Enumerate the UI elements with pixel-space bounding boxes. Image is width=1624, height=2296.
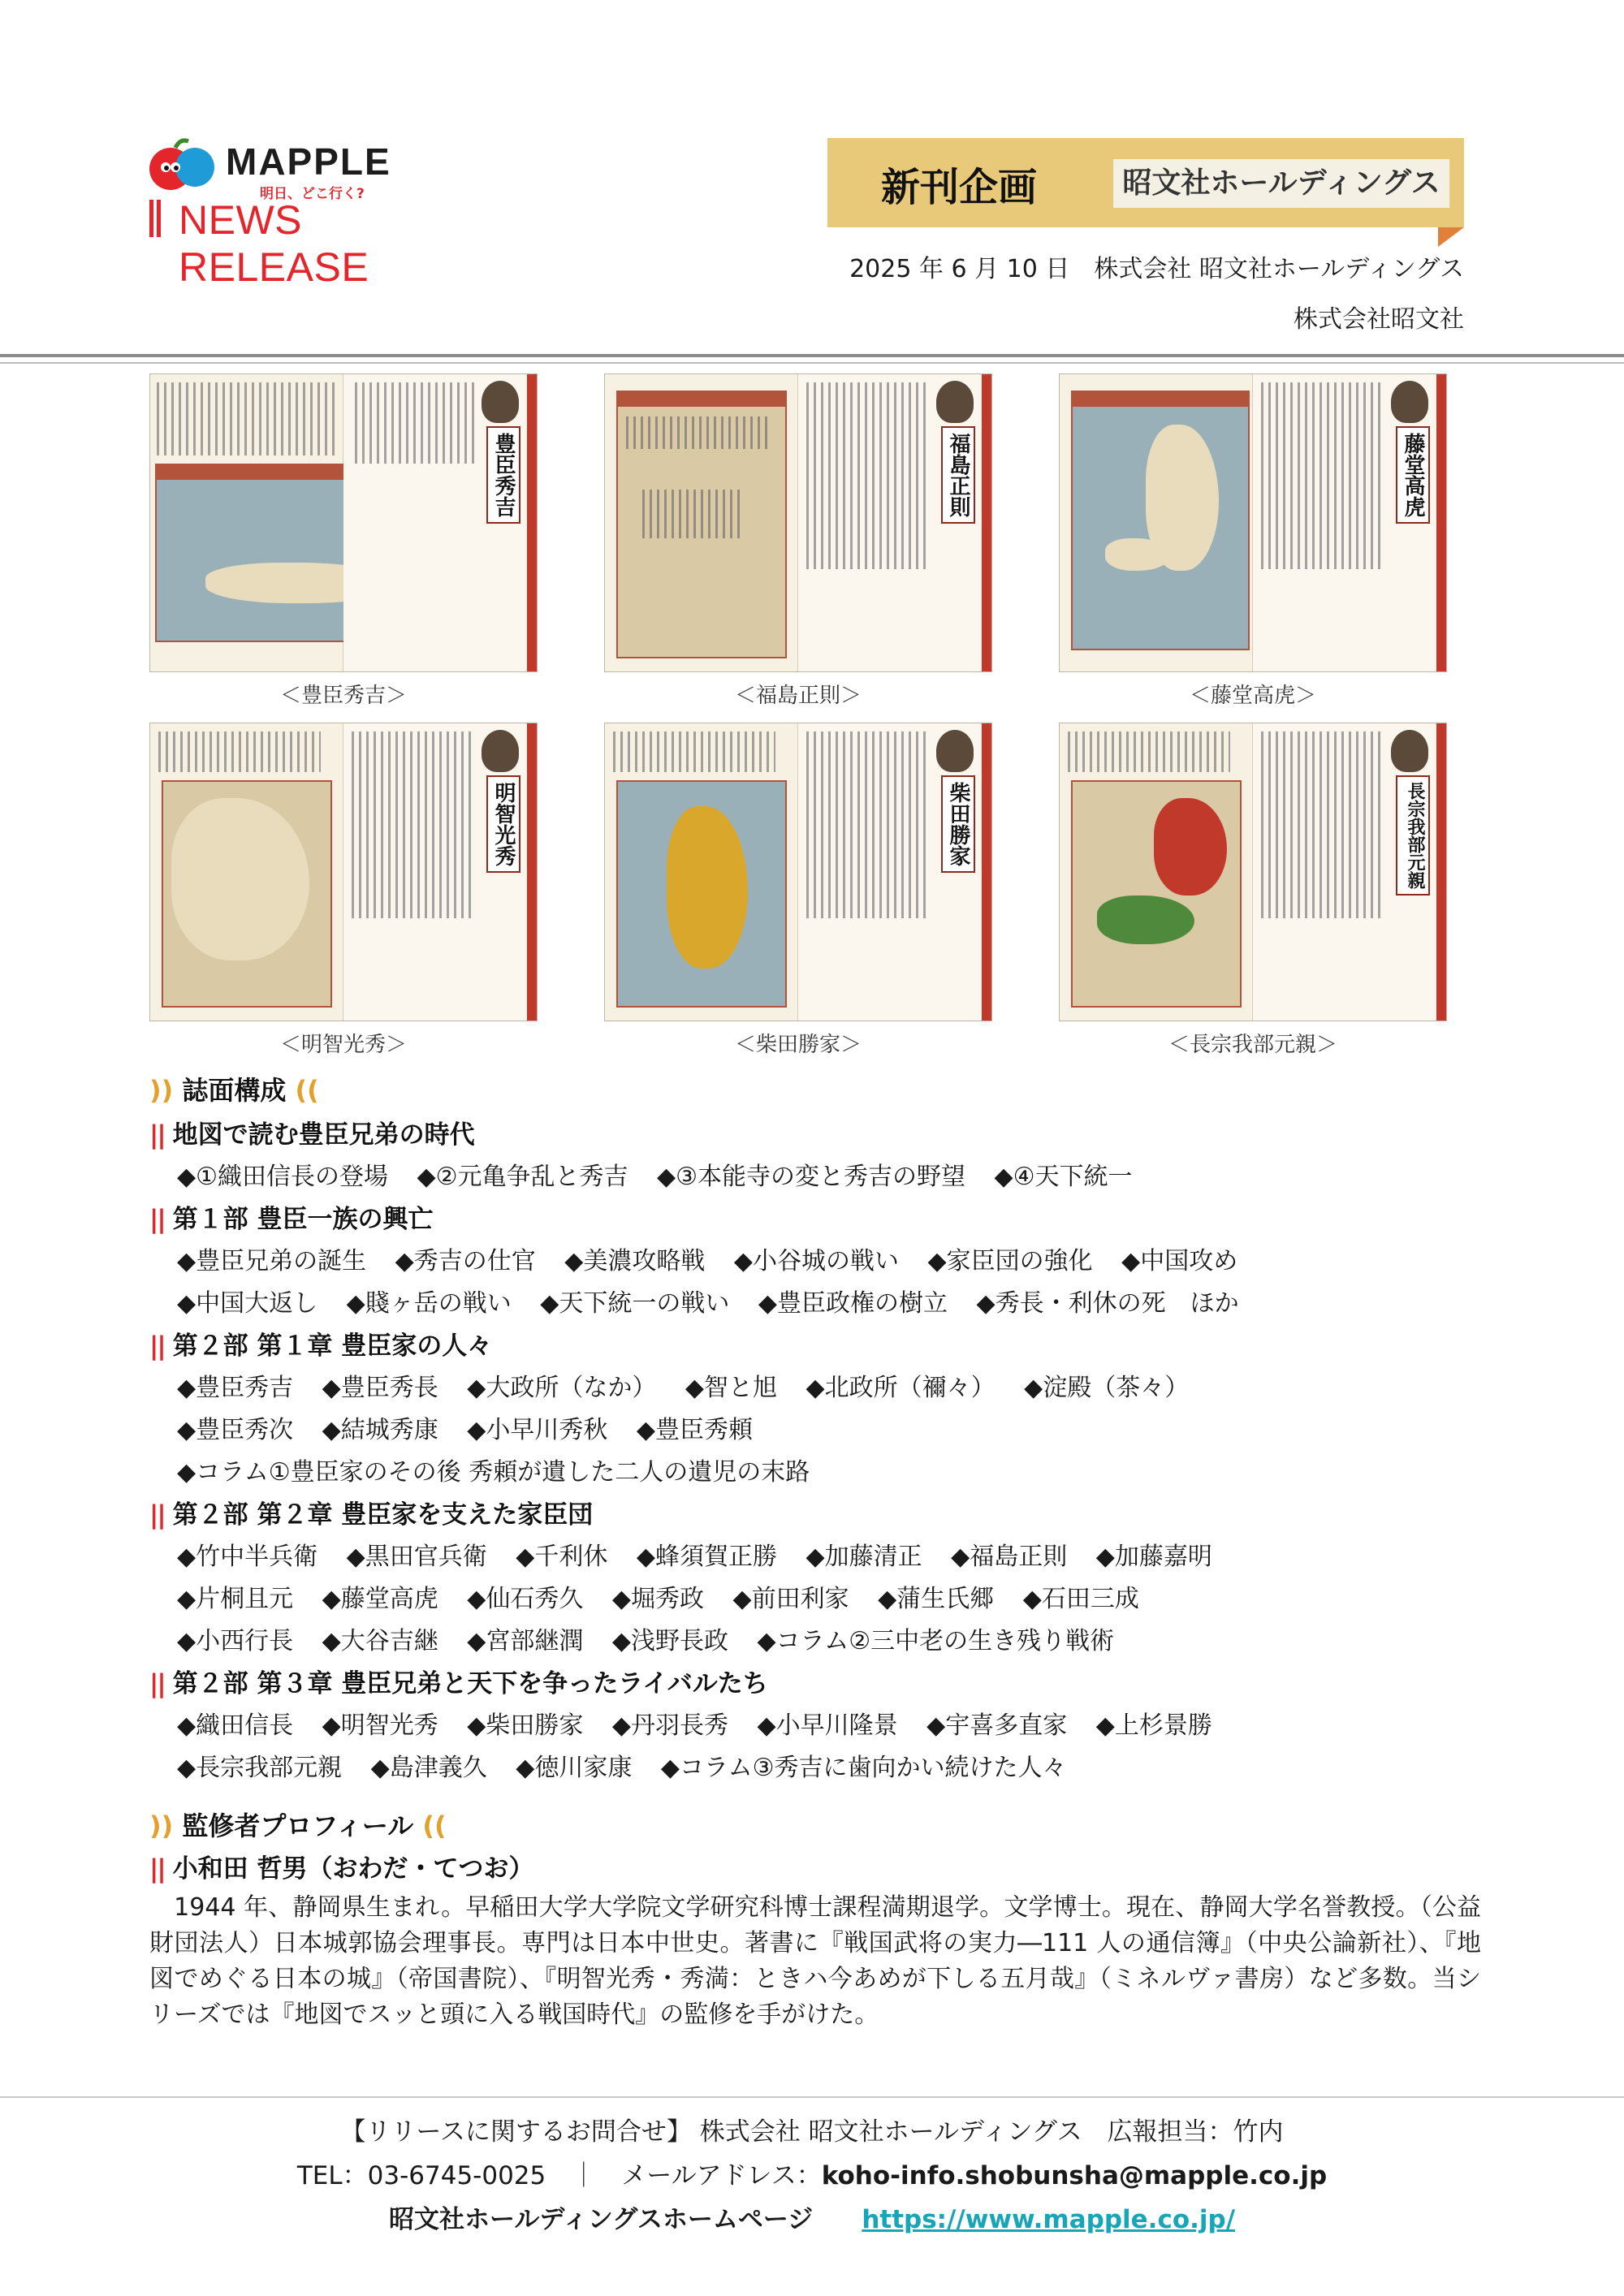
- list-item: ◆豊臣秀吉: [177, 1374, 294, 1402]
- list-item: ◆堀秀政: [611, 1585, 704, 1613]
- header-divider-thin: [0, 362, 1624, 364]
- list-item: ◆柴田勝家: [467, 1711, 584, 1740]
- footer-divider: [0, 2096, 1624, 2098]
- thumbnail-caption: ＜柴田勝家＞: [734, 1033, 862, 1057]
- portrait-icon: [936, 381, 974, 423]
- list-item: ◆大谷吉継: [322, 1627, 438, 1655]
- list-item: ◆淀殿（茶々）: [1024, 1374, 1190, 1402]
- list-item: ◆小早川秀秋: [467, 1416, 608, 1444]
- page-edge-band: [527, 374, 537, 671]
- list-item: ◆美濃攻略戦: [564, 1247, 706, 1275]
- list-item: ◆コラム②三中老の生き残り戦術: [757, 1627, 1115, 1655]
- homepage-label: 昭文社ホールディングスホームページ: [388, 2205, 814, 2234]
- list-item: ◆長宗我部元親: [177, 1754, 343, 1782]
- list-item: ◆秀吉の仕官: [395, 1247, 536, 1275]
- list-item: ◆加藤嘉明: [1095, 1543, 1212, 1571]
- item-line: [177, 1241, 1259, 1276]
- email-link[interactable]: koho-info.shobunsha@mapple.co.jp: [821, 2161, 1328, 2190]
- list-item: ◆島津義久: [370, 1754, 487, 1782]
- header-divider: [0, 354, 1624, 357]
- item-line: [177, 1409, 774, 1445]
- double-bar-icon: ||: [149, 1120, 165, 1150]
- homepage-link[interactable]: https://www.mapple.co.jp/: [862, 2205, 1236, 2234]
- text-block: [157, 382, 335, 455]
- double-bar-icon: ||: [149, 1205, 165, 1234]
- list-item: ◆秀長・利休の死 ほか: [976, 1289, 1239, 1318]
- page-edge-band: [982, 723, 991, 1021]
- list-item: ◆中国攻め: [1121, 1247, 1238, 1275]
- list-item: ◆千利休: [516, 1543, 608, 1571]
- list-item: ◆賤ヶ岳の戦い: [346, 1289, 512, 1318]
- list-item: ◆黒田官兵衛: [346, 1543, 487, 1571]
- list-item: ◆③本能寺の変と秀吉の野望: [657, 1163, 965, 1191]
- apple-mascot-icon: [148, 136, 222, 193]
- list-item: ◆天下統一の戦い: [540, 1289, 730, 1318]
- item-line: [177, 1536, 1233, 1572]
- list-item: ◆上杉景勝: [1095, 1711, 1212, 1740]
- thumbnail-chosokabe-motochika[interactable]: [1059, 723, 1447, 1021]
- page-left: [1060, 723, 1253, 1021]
- list-item: ◆家臣団の強化: [927, 1247, 1093, 1275]
- release-date-line: 2025 年 6 月 10 日 株式会社 昭文社ホールディングス: [849, 255, 1464, 283]
- portrait-icon: [1391, 381, 1428, 423]
- page-left: [1060, 374, 1253, 671]
- subsection-heading: || 地図で読む豊臣兄弟の時代: [149, 1120, 475, 1150]
- item-line: [177, 1156, 1154, 1192]
- portrait-icon: [936, 730, 974, 772]
- text-block: [806, 382, 928, 569]
- page-left: [605, 723, 798, 1021]
- page-edge-band: [982, 374, 991, 671]
- list-item: ◆明智光秀: [322, 1711, 438, 1740]
- list-item: ◆智と旭: [685, 1374, 777, 1402]
- brand-wordmark: MAPPLE: [226, 140, 391, 183]
- text-block: [1261, 732, 1383, 918]
- thumbnail-caption: ＜明智光秀＞: [279, 1033, 407, 1057]
- page-left: [605, 374, 798, 671]
- tel-label: TEL：03-6745-0025 ｜ メールアドレス：: [296, 2161, 822, 2190]
- double-bar-icon: [148, 200, 161, 237]
- list-item: ◆コラム①豊臣家のその後 秀頼が遺した二人の遺児の末路: [177, 1458, 810, 1487]
- list-item: ◆織田信長: [177, 1711, 294, 1740]
- thumbnail-caption: ＜藤堂高虎＞: [1189, 684, 1316, 708]
- list-item: ◆石田三成: [1022, 1585, 1139, 1613]
- item-line: [177, 1705, 1233, 1741]
- subsection-heading: || 第２部 第１章 豊臣家の人々: [149, 1331, 493, 1361]
- list-item: ◆藤堂高虎: [322, 1585, 438, 1613]
- text-block: [355, 382, 477, 464]
- thumbnail-caption: ＜豊臣秀吉＞: [279, 684, 407, 708]
- inquiry-line: 【リリースに関するお問合せ】 株式会社 昭文社ホールディングス 広報担当：竹内: [340, 2117, 1284, 2147]
- vertical-title: 長宗我部元親: [1396, 775, 1430, 896]
- list-item: ◆②元亀争乱と秀吉: [417, 1163, 628, 1191]
- list-item: ◆①織田信長の登場: [177, 1163, 388, 1191]
- subsection-heading: || 第２部 第２章 豊臣家を支えた家臣団: [149, 1500, 594, 1530]
- map-panel: [616, 780, 787, 1008]
- item-line: [177, 1452, 831, 1487]
- page-edge-band: [1436, 723, 1446, 1021]
- map-panel: [616, 391, 787, 658]
- list-item: ◆豊臣秀長: [322, 1374, 438, 1402]
- portrait-icon: [482, 730, 519, 772]
- map-panel: [1071, 780, 1242, 1008]
- list-item: ◆結城秀康: [322, 1416, 438, 1444]
- section-heading-structure: [149, 1070, 319, 1107]
- supervisor-profile-text: 1944 年、静岡県生まれ。早稲田大学大学院文学研究科博士課程満期退学。文学博士。現在、静岡大学名誉教授。（公益財団法人）日本城郭協会理事長。専門は日本中世史。著書に『戦国武将の実力―111 人の通信簿』（中央公論新社）、『地図でめぐる日本の城』（帝国書院）、『明智光秀・秀満：ときハ今あめが下しる五月哉』（ミネルヴァ書房）など多数。当シリーズでは『地図でスッと頭に入る戦国時代』の監修を手がけた。: [149, 1893, 1481, 2029]
- vertical-title: 明智光秀: [486, 775, 520, 873]
- vertical-title: 藤堂高虎: [1396, 426, 1430, 524]
- section-heading-text: 監修者プロフィール: [182, 1810, 414, 1841]
- section-heading-text: 誌面構成: [182, 1075, 287, 1106]
- double-bar-icon: ||: [149, 1854, 165, 1884]
- text-block: [352, 732, 473, 918]
- banner-title: 新刊企画: [881, 165, 1038, 210]
- item-line: [177, 1367, 1210, 1403]
- list-item: ◆宮部継潤: [467, 1627, 584, 1655]
- homepage-line: [0, 2199, 1624, 2235]
- page-edge-band: [527, 723, 537, 1021]
- list-item: ◆豊臣秀頼: [636, 1416, 753, 1444]
- list-item: ◆小谷城の戦い: [733, 1247, 899, 1275]
- list-item: ◆竹中半兵衛: [177, 1543, 318, 1571]
- mapple-logo: [148, 132, 489, 290]
- subsection-heading: || 第２部 第３章 豊臣兄弟と天下を争ったライバルたち: [149, 1669, 768, 1698]
- map-panel: [162, 780, 332, 1008]
- news-release-label: NEWS RELEASE: [179, 197, 369, 290]
- list-item: ◆徳川家康: [516, 1754, 633, 1782]
- text-block: [806, 732, 928, 918]
- section-heading-profile: [149, 1806, 447, 1843]
- list-item: ◆豊臣兄弟の誕生: [177, 1247, 367, 1275]
- list-item: ◆豊臣秀次: [177, 1416, 294, 1444]
- list-item: ◆福島正則: [951, 1543, 1068, 1571]
- text-block: [158, 732, 321, 772]
- list-item: ◆蒲生氏郷: [878, 1585, 995, 1613]
- vertical-title: 柴田勝家: [941, 775, 975, 873]
- text-block: [1068, 732, 1230, 772]
- double-bar-icon: ||: [149, 1331, 165, 1361]
- map-panel: [1071, 391, 1250, 650]
- thumbnail-caption: ＜福島正則＞: [734, 684, 862, 708]
- list-item: ◆豊臣政権の樹立: [758, 1289, 948, 1318]
- item-line: [177, 1747, 1088, 1783]
- list-item: ◆小西行長: [177, 1627, 294, 1655]
- list-item: ◆宇喜多直家: [926, 1711, 1068, 1740]
- company-name: 株式会社昭文社: [1294, 305, 1464, 334]
- double-bar-icon: ||: [149, 1669, 165, 1698]
- bracket-left-icon: )): [149, 1810, 174, 1841]
- list-item: ◆片桐且元: [177, 1585, 294, 1613]
- thumbnail-caption: ＜長宗我部元親＞: [1168, 1033, 1337, 1057]
- brand-tagline: 明日、どこ行く?: [260, 186, 365, 202]
- list-item: ◆浅野長政: [611, 1627, 728, 1655]
- list-item: ◆大政所（なか）: [467, 1374, 657, 1402]
- banner-fold-decoration: [1438, 227, 1464, 247]
- vertical-title: 豊臣秀吉: [486, 426, 520, 524]
- list-item: ◆コラム③秀吉に歯向かい続けた人々: [660, 1754, 1067, 1782]
- title-banner: [827, 138, 1464, 227]
- banner-company: 昭文社ホールディングス: [1113, 159, 1449, 208]
- list-item: ◆④天下統一: [994, 1163, 1133, 1191]
- bracket-right-icon: ((: [295, 1075, 319, 1106]
- supervisor-name: || 小和田 哲男（おわだ・てつお）: [149, 1854, 534, 1884]
- text-block: [1261, 382, 1383, 569]
- item-line: [177, 1578, 1160, 1614]
- item-line: [177, 1621, 1135, 1656]
- vertical-title: 福島正則: [941, 426, 975, 524]
- list-item: ◆蜂須賀正勝: [636, 1543, 777, 1571]
- item-line: [177, 1283, 1260, 1318]
- subsection-heading: || 第１部 豊臣一族の興亡: [149, 1205, 434, 1234]
- list-item: ◆小早川隆景: [757, 1711, 898, 1740]
- bracket-left-icon: )): [149, 1075, 174, 1106]
- thumbnail-fukushima-masanori[interactable]: [604, 373, 992, 672]
- contact-line: [0, 2155, 1624, 2191]
- page-left: [150, 723, 343, 1021]
- list-item: ◆加藤清正: [806, 1543, 922, 1571]
- page-edge-band: [1436, 374, 1446, 671]
- bracket-right-icon: ((: [422, 1810, 447, 1841]
- thumbnail-toyotomi-hideyoshi[interactable]: [149, 373, 538, 672]
- list-item: ◆前田利家: [732, 1585, 849, 1613]
- double-bar-icon: ||: [149, 1500, 165, 1530]
- list-item: ◆仙石秀久: [467, 1585, 584, 1613]
- page-left: [150, 374, 343, 671]
- thumbnail-todo-takatora[interactable]: [1059, 373, 1447, 672]
- list-item: ◆中国大返し: [177, 1289, 318, 1318]
- thumbnail-akechi-mitsuhide[interactable]: [149, 723, 538, 1021]
- text-block: [613, 732, 775, 772]
- portrait-icon: [482, 381, 519, 423]
- list-item: ◆北政所（禰々）: [806, 1374, 996, 1402]
- thumbnail-shibata-katsuie[interactable]: [604, 723, 992, 1021]
- portrait-icon: [1391, 730, 1428, 772]
- list-item: ◆丹羽長秀: [611, 1711, 728, 1740]
